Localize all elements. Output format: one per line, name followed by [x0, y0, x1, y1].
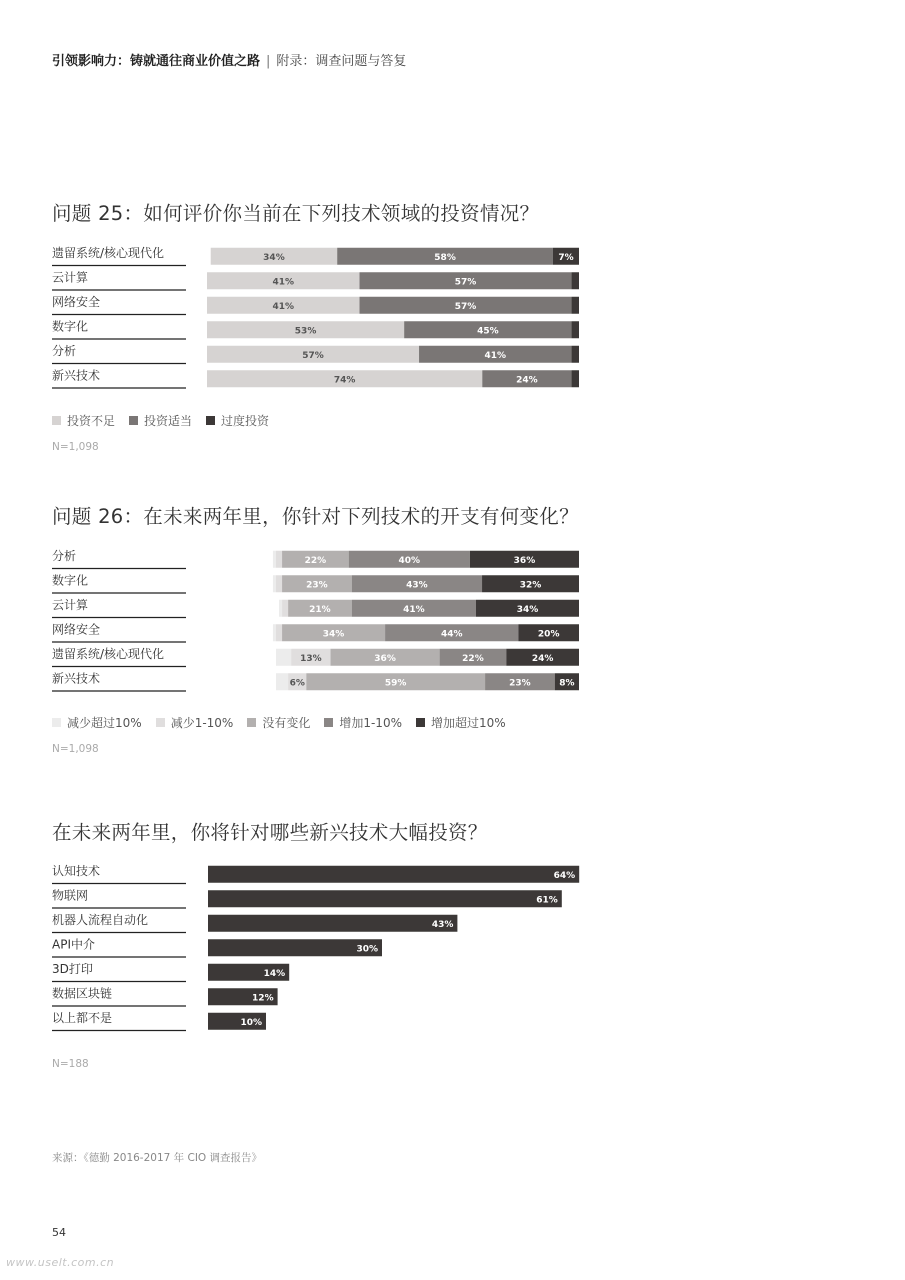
- q25-data-label: 57%: [454, 277, 477, 288]
- watermark: www.uselt.com.cn: [6, 1256, 115, 1269]
- q26-data-label: 20%: [537, 629, 560, 640]
- q27-category-label: API中介: [52, 937, 95, 952]
- q26-title: 问题 26：在未来两年里，你针对下列技术的开支有何变化？: [52, 505, 579, 528]
- q25-category-label: 数字化: [52, 319, 89, 334]
- q26-data-label: 21%: [309, 604, 331, 615]
- q26-data-label: 40%: [398, 555, 421, 566]
- q25-data-label: 41%: [272, 301, 295, 312]
- q26-data-label: 23%: [306, 580, 328, 591]
- q26-legend-label: 没有变化: [262, 716, 311, 730]
- q25-data-label: 34%: [263, 252, 285, 263]
- q26-category-label: 分析: [52, 549, 77, 563]
- q27-bar: [208, 915, 457, 932]
- q27-category-label: 认知技术: [52, 864, 101, 878]
- q27-data-label: 10%: [240, 1017, 262, 1028]
- q26-legend-label: 减少超过10%: [67, 716, 142, 730]
- q25-data-label: 7%: [558, 252, 574, 263]
- q25-data-label: 57%: [302, 350, 324, 361]
- q27-bar: [208, 890, 562, 907]
- q27-title: 在未来两年里，你将针对哪些新兴技术大幅投资？: [52, 821, 488, 844]
- q25-category-label: 网络安全: [52, 295, 101, 309]
- q26-category-label: 数字化: [52, 573, 89, 588]
- q27-category-label: 数据区块链: [52, 986, 113, 1001]
- q25-data-label: 57%: [454, 301, 477, 312]
- q26-data-label: 32%: [519, 580, 542, 591]
- page-number: 54: [52, 1226, 66, 1239]
- q27-category-label: 以上都不是: [52, 1011, 113, 1025]
- q25-legend-label: 过度投资: [221, 414, 270, 428]
- q26-data-label: 41%: [403, 604, 425, 615]
- q27-category-label: 3D打印: [52, 962, 93, 976]
- q27-category-label: 物联网: [52, 888, 89, 903]
- q26-data-label: 22%: [304, 555, 327, 566]
- q26-category-label: 网络安全: [52, 622, 101, 637]
- q25-legend-label: 投资不足: [67, 414, 116, 428]
- q27-bar: [208, 866, 579, 883]
- header-separator: |: [266, 54, 271, 69]
- q25-data-label: 41%: [272, 277, 295, 288]
- q26-legend-label: 增加超过10%: [430, 716, 506, 730]
- q25-data-label: 58%: [434, 252, 456, 263]
- q26-legend-label: 增加1-10%: [339, 716, 402, 730]
- q27-category-label: 机器人流程自动化: [52, 913, 149, 927]
- q25-data-label: 45%: [477, 326, 499, 337]
- q25-category-label: 云计算: [52, 270, 89, 285]
- q26-data-label: 34%: [516, 604, 539, 615]
- q25-title: 问题 25：如何评价你当前在下列技术领域的投资情况？: [52, 202, 540, 225]
- q26-legend-label: 减少1-10%: [170, 716, 234, 730]
- q25-data-label: 74%: [333, 375, 356, 386]
- section-title: 附录：调查问题与答复: [276, 54, 407, 69]
- q26-data-label: 8%: [559, 678, 575, 689]
- q25-category-label: 新兴技术: [52, 368, 101, 383]
- q25-category-label: 分析: [52, 344, 77, 358]
- q27-data-label: 14%: [263, 968, 286, 979]
- q25-data-label: 53%: [294, 326, 317, 337]
- q26-data-label: 34%: [322, 629, 345, 640]
- q27-data-label: 30%: [356, 944, 378, 955]
- q26-data-label: 44%: [440, 629, 463, 640]
- q25-data-label: 41%: [484, 350, 507, 361]
- q27-data-label: 43%: [431, 919, 454, 930]
- q26-category-label: 云计算: [52, 598, 89, 612]
- q26-data-label: 22%: [462, 653, 484, 664]
- q26-data-label: 24%: [531, 653, 554, 664]
- q27-sample-size: N=188: [52, 1058, 89, 1070]
- q25-data-label: 24%: [516, 375, 538, 386]
- q26-data-label: 13%: [300, 653, 322, 664]
- q26-data-label: 6%: [289, 678, 305, 689]
- q27-data-label: 12%: [252, 993, 274, 1004]
- q25-sample-size: N=1,098: [52, 441, 99, 453]
- q27-data-label: 64%: [553, 870, 576, 881]
- q26-data-label: 43%: [406, 580, 428, 591]
- source-note: 来源：《德勤 2016-2017 年 CIO 调查报告》: [52, 1152, 263, 1164]
- q25-category-label: 遗留系统/核心现代化: [52, 246, 165, 260]
- q26-sample-size: N=1,098: [52, 743, 99, 755]
- q26-category-label: 遗留系统/核心现代化: [52, 647, 165, 661]
- q26-data-label: 36%: [374, 653, 396, 664]
- q25-legend-label: 投资适当: [144, 414, 193, 428]
- q27-data-label: 61%: [536, 895, 558, 906]
- q26-data-label: 36%: [513, 555, 536, 566]
- q26-data-label: 59%: [384, 678, 407, 689]
- q26-category-label: 新兴技术: [52, 671, 101, 686]
- q26-data-label: 23%: [509, 678, 531, 689]
- report-title: 引领影响力：铸就通往商业价值之路: [52, 54, 261, 69]
